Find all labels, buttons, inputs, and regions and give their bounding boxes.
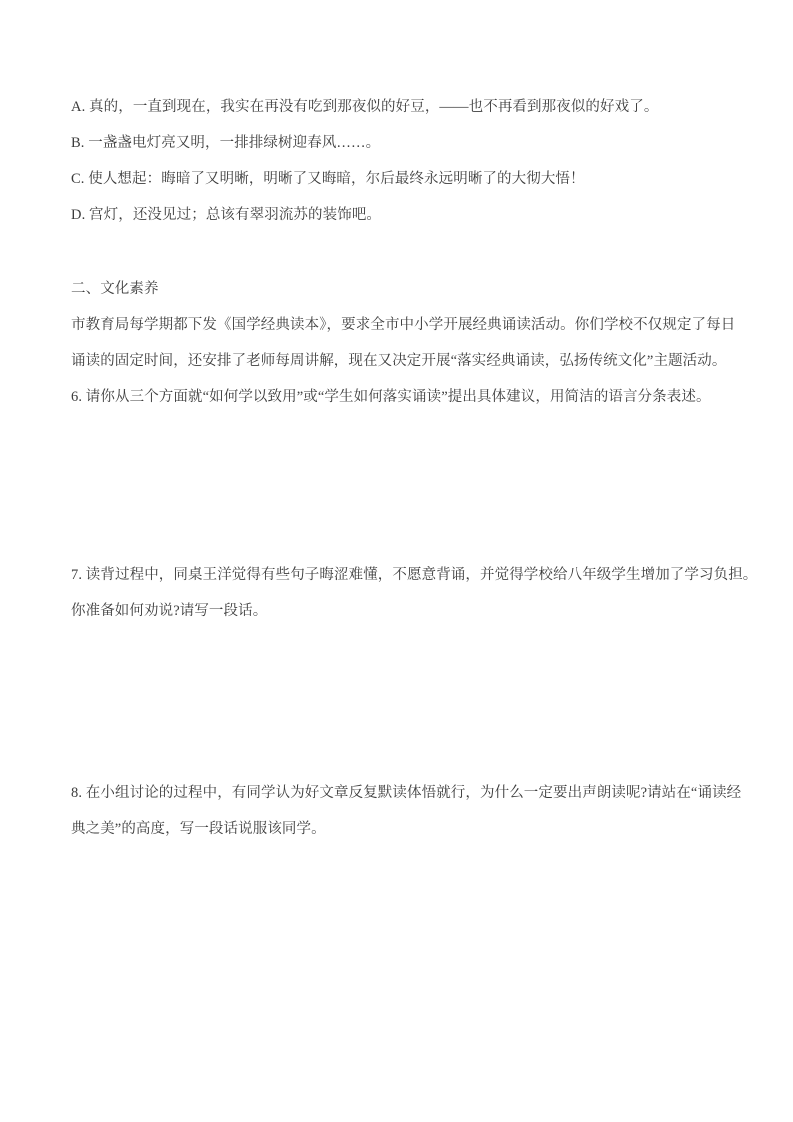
- question-7-line-1: 7. 读背过程中，同桌王洋觉得有些句子晦涩难懂，不愿意背诵，并觉得学校给八年级学生增加了学习负担。: [71, 567, 758, 583]
- section-gap: [71, 233, 721, 271]
- document-content: [71, 0, 758, 847]
- option-d: D. 宫灯，还没见过；总该有翠羽流苏的装饰吧。: [71, 207, 382, 223]
- section-title: 二、文化素养: [71, 281, 159, 297]
- question-6-text: 6. 请你从三个方面就“如何学以致用”或“学生如何落实诵读”提出具体建议，用简洁的语言分条表述。: [71, 389, 711, 405]
- question-7-line-2: 你准备如何劝说?请写一段话。: [71, 603, 268, 619]
- option-a: A. 真的，一直到现在，我实在再没有吃到那夜似的好豆，——也不再看到那夜似的好戏了。: [71, 99, 659, 115]
- answer-space-question-7: [71, 629, 721, 775]
- option-b: B. 一盏盏电灯亮又明，一排排绿树迎春风……。: [71, 135, 381, 151]
- question-8-line-2: 典之美”的高度，写一段话说服该同学。: [71, 821, 326, 837]
- section-intro-line-1: 市教育局每学期都下发《国学经典读本》，要求全市中小学开展经典诵读活动。你们学校不仅规定了每日: [71, 317, 736, 333]
- question-8-line-1: 8. 在小组讨论的过程中，有同学认为好文章反复默读体悟就行，为什么一定要出声朗读呢?请站在“诵读经: [71, 785, 742, 801]
- section-intro-line-2: 诵读的固定时间，还安排了老师每周讲解，现在又决定开展“落实经典诵读，弘扬传统文化”主题活动。: [71, 353, 727, 369]
- answer-space-question-6: [71, 415, 721, 557]
- option-c: C. 使人想起：晦暗了又明晰，明晰了又晦暗，尔后最终永远明晰了的大彻大悟！: [71, 171, 585, 187]
